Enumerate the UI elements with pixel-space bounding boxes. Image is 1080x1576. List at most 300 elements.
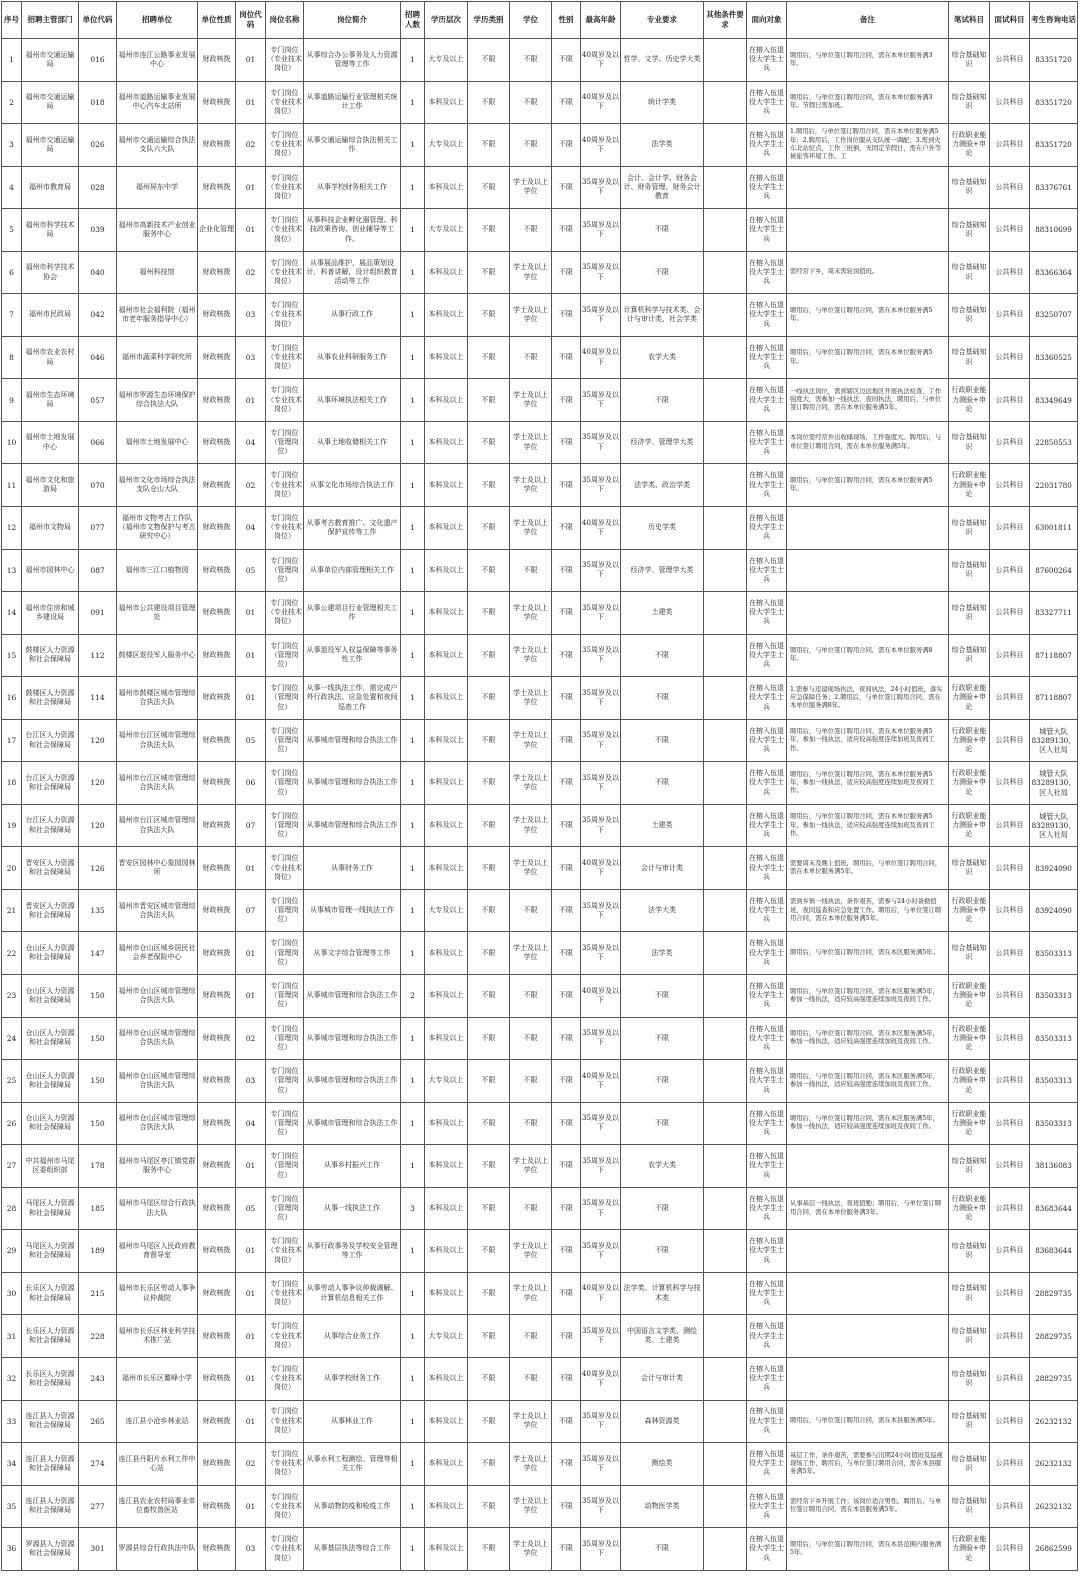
cell-education-category [468,81,510,124]
cell-target-group [747,39,787,82]
cell-text: 01 [245,1331,256,1341]
cell-text: 农学大类 [648,353,676,361]
cell-text: 21 [6,906,17,916]
cell-text: 学士及以上学位 [513,773,548,792]
cell-unit-code [79,634,117,677]
cell-text: 福州市文化和旅游局 [25,476,75,494]
cell-interview-exam [990,592,1030,635]
cell-headcount [401,1060,425,1103]
cell-written-exam [949,421,990,464]
cell-text: 83924090 [1035,906,1072,916]
cell-unit [117,677,198,720]
cell-text: 晋安区人力资源和社会保障局 [25,901,75,919]
cell-text: 财政核拨 [202,1203,231,1212]
cell-degree [510,932,552,975]
cell-other-requirements [704,1017,747,1060]
cell-text: 学士及以上学位 [513,476,548,494]
cell-text: 学士及以上学位 [513,688,548,706]
cell-interview-exam [990,1400,1030,1443]
cell-text: 35周岁及以下 [582,1199,619,1217]
cell-remarks [787,1145,949,1188]
cell-remarks [787,1443,949,1486]
cell-text: 178 [90,1161,105,1171]
cell-text: 综合基础知识 [951,1369,987,1387]
cell-remarks [787,1060,949,1103]
cell-text: 02 [245,1459,256,1469]
cell-education-level [425,804,468,847]
cell-major-requirement [621,251,704,294]
cell-text: 不限 [559,1033,573,1042]
cell-other-requirements [704,294,747,337]
cell-department [22,975,79,1018]
cell-other-requirements [704,592,747,635]
cell-gender [552,719,581,762]
cell-text: 35 [6,1501,17,1511]
cell-remarks [787,1102,949,1145]
cell-text: 1 [410,267,415,277]
cell-education-level [425,336,468,379]
cell-max-age [581,1443,621,1486]
cell-text: 6 [9,267,14,277]
cell-text: 聘用后，与单位签订聘用合同，需在本单位服务满3年。 [790,51,933,67]
table-row [2,1230,1078,1273]
cell-gender [552,421,581,464]
cell-text: 公共科目 [995,523,1024,532]
cell-text: 35周岁及以下 [582,603,619,621]
cell-text: 专门岗位（专业技术岗位） [267,216,302,243]
cell-text: 1 [410,1416,415,1426]
table-row [2,294,1078,337]
cell-text: 公共科目 [995,182,1024,191]
cell-text: 在榕入伍退役大学生士兵 [749,982,784,1009]
cell-text: 专门岗位（专业技术岗位） [267,301,302,328]
cell-post-description [304,1272,401,1315]
cell-text: 25 [6,1076,17,1086]
cell-text: 026 [90,140,105,150]
cell-post-name [266,1230,304,1273]
cell-text: 从事城市管理和综合执法工作 [306,1076,398,1085]
cell-post-name [266,1060,304,1103]
cell-max-age [581,549,621,592]
cell-remarks [787,464,949,507]
cell-written-exam [949,1230,990,1273]
cell-contact-phone [1030,932,1078,975]
cell-other-requirements [704,166,747,209]
cell-written-exam [949,39,990,82]
cell-post-description [304,1443,401,1486]
cell-text: 不限 [481,225,496,234]
cell-post-name [266,762,304,805]
cell-remarks [787,1357,949,1400]
cell-education-category [468,507,510,550]
cell-target-group [747,847,787,890]
cell-text: 从事一线执法工作 [324,1203,380,1212]
cell-education-category [468,251,510,294]
cell-post-description [304,166,401,209]
cell-post-code [236,1485,266,1528]
cell-education-category [468,1145,510,1188]
cell-post-code [236,1102,266,1145]
cell-post-code [236,336,266,379]
cell-text: 聘用后，与单位签订聘用合同，需在本单位服务满5年。 [790,477,933,493]
cell-text: 学士及以上学位 [513,1539,548,1557]
cell-target-group [747,1272,787,1315]
cell-text: 财政核拨 [202,863,231,872]
cell-post-name [266,294,304,337]
cell-major-requirement [621,379,704,422]
cell-unit-type [198,1230,236,1273]
cell-text: 1 [410,1033,415,1043]
cell-text: 126 [90,863,105,873]
cell-max-age [581,81,621,124]
cell-text: 本科及以上 [428,863,464,872]
cell-post-name [266,336,304,379]
cell-remarks [787,847,949,890]
cell-seq [2,464,22,507]
cell-headcount [401,124,425,167]
cell-headcount [401,889,425,932]
cell-post-name [266,1443,304,1486]
cell-text: 罗源县综合行政执法中队 [118,1544,196,1553]
cell-written-exam [949,634,990,677]
header-major-requirement: 专业要求 [621,2,704,39]
cell-text: 不限 [559,523,573,532]
cell-text: 统计学类 [648,97,676,106]
cell-text: 学士及以上学位 [513,305,548,324]
table-row [2,804,1078,847]
cell-text: 不限 [655,1246,669,1255]
cell-post-description [304,1528,401,1571]
cell-seq [2,251,22,294]
cell-text: 行政职业能力测验+申论 [951,386,987,413]
cell-post-code [236,762,266,805]
cell-text: 聘用后，与单位签订聘用合同，需在本单位服务满5年，参加一线执法，适应较高强度连续加班及夜间工作。 [790,770,935,795]
cell-text: 1 [410,608,415,618]
cell-education-level [425,81,468,124]
cell-text: 039 [90,225,105,235]
cell-headcount [401,1272,425,1315]
table-row [2,39,1078,82]
cell-unit-code [79,1187,117,1230]
cell-seq [2,124,22,167]
cell-contact-phone [1030,1400,1078,1443]
cell-post-code [236,677,266,720]
cell-post-description [304,1060,401,1103]
cell-text: 不限 [559,1501,573,1510]
cell-department [22,1187,79,1230]
cell-unit [117,251,198,294]
cell-text: 连江县人力资源和社会保障局 [25,1412,75,1430]
cell-text: 专门岗位（管理岗位） [270,1024,299,1051]
cell-text: 不限 [481,182,496,191]
cell-headcount [401,719,425,762]
cell-text: 不限 [655,267,669,276]
cell-text: 22031780 [1035,480,1072,490]
cell-unit [117,1187,198,1230]
cell-max-age [581,1060,621,1103]
table-row [2,251,1078,294]
cell-target-group [747,762,787,805]
cell-text: 专门岗位（专业技术岗位） [267,1237,302,1264]
cell-max-age [581,634,621,677]
header-headcount: 招聘人数 [401,2,425,39]
cell-education-category [468,1528,510,1571]
cell-target-group [747,209,787,252]
cell-text: 聘用后，与单位签订聘用合同，需在本县服务满5年。 [790,1417,939,1425]
cell-interview-exam [990,1102,1030,1145]
cell-written-exam [949,251,990,294]
cell-text: 87118807 [1035,650,1072,660]
cell-unit-code [79,1485,117,1528]
cell-text: 不限 [559,1416,573,1425]
cell-text: 06 [245,778,256,788]
cell-unit-type [198,1443,236,1486]
cell-interview-exam [990,251,1030,294]
cell-other-requirements [704,507,747,550]
cell-text: 专门岗位（专业技术岗位） [267,258,302,286]
cell-text: 本科及以上 [428,1118,464,1127]
cell-post-code [236,932,266,975]
cell-text: 1 [410,735,415,745]
cell-text: 本科及以上 [428,693,464,702]
cell-text: 福州市鼓楼区城市管理综合执法大队 [118,688,196,706]
cell-text: 行政职业能力测验+申论 [951,684,987,711]
cell-text: 不限 [559,608,573,617]
cell-remarks [787,634,949,677]
cell-post-name [266,719,304,762]
cell-text: 066 [90,438,105,448]
cell-text: 1 [410,1331,415,1341]
cell-gender [552,1315,581,1358]
cell-post-description [304,762,401,805]
cell-text: 本科及以上 [428,1289,464,1298]
cell-text: 在榕入伍退役大学生士兵 [749,471,784,498]
cell-text: 33 [6,1416,17,1426]
cell-remarks [787,804,949,847]
cell-text: 114 [90,693,105,703]
cell-text: 在榕入伍退役大学生士兵 [749,1322,784,1349]
cell-text: 财政核拨 [202,565,231,574]
cell-gender [552,336,581,379]
cell-text: 35周岁及以下 [582,688,619,706]
cell-text: 专门岗位（专业技术岗位） [267,1407,302,1434]
cell-department [22,39,79,82]
cell-education-level [425,294,468,337]
cell-unit-type [198,124,236,167]
cell-unit-type [198,762,236,805]
cell-text: 城管大队83289130、区人社局 [1031,769,1076,797]
cell-contact-phone [1030,124,1078,167]
cell-text: 大专及以上 [428,1331,464,1340]
cell-text: 会计与审计类 [641,863,683,872]
cell-text: 财政核拨 [202,906,231,915]
cell-text: 在榕入伍退役大学生士兵 [749,1194,784,1222]
cell-text: 1 [410,1501,415,1511]
cell-education-category [468,1485,510,1528]
cell-text: 财政核拨 [202,608,231,617]
cell-text: 1 [410,863,415,873]
cell-post-description [304,39,401,82]
cell-text: 不限 [559,1289,573,1298]
cell-text: 不限 [559,140,573,149]
cell-text: 7 [9,310,14,320]
cell-target-group [747,592,787,635]
cell-text: 在榕入伍退役大学生士兵 [749,513,784,541]
cell-headcount [401,1528,425,1571]
cell-text: 40周岁及以下 [582,348,619,366]
cell-post-code [236,804,266,847]
cell-text: 学士及以上学位 [513,390,548,409]
cell-department [22,1272,79,1315]
cell-unit-type [198,421,236,464]
cell-major-requirement [621,124,704,167]
cell-department [22,379,79,422]
table-row [2,81,1078,124]
cell-text: 03 [245,1544,256,1554]
cell-post-code [236,1230,266,1273]
cell-unit-code [79,294,117,337]
cell-unit-code [79,1102,117,1145]
cell-text: 从事行政工作 [331,310,373,319]
table-row [2,124,1078,167]
cell-contact-phone [1030,719,1078,762]
cell-education-category [468,762,510,805]
cell-text: 02 [245,480,256,490]
cell-post-code [236,975,266,1018]
cell-text: 学士及以上学位 [513,816,548,834]
cell-contact-phone [1030,39,1078,82]
cell-text: 不限 [655,1544,669,1553]
cell-text: 综合基础知识 [951,944,987,962]
cell-contact-phone [1030,975,1078,1018]
cell-text: 150 [90,1076,105,1086]
cell-unit-code [79,889,117,932]
cell-text: 财政核拨 [202,735,231,744]
cell-text: 8 [9,353,14,362]
cell-major-requirement [621,975,704,1018]
cell-text: 行政职业能力测验+申论 [951,769,987,796]
cell-contact-phone [1030,1315,1078,1358]
cell-headcount [401,1400,425,1443]
cell-text: 在榕入伍退役大学生士兵 [749,428,784,456]
cell-text: 在榕入伍退役大学生士兵 [749,599,784,626]
cell-max-age [581,1272,621,1315]
cell-text: 不限 [559,1076,573,1085]
cell-other-requirements [704,1272,747,1315]
cell-max-age [581,166,621,209]
cell-major-requirement [621,1017,704,1060]
cell-text: 综合基础知识 [951,220,987,238]
cell-written-exam [949,1528,990,1571]
cell-degree [510,507,552,550]
cell-text: 147 [90,948,105,958]
cell-text: 财政核拨 [202,991,231,1000]
cell-text: 罗源县人力资源和社会保障局 [25,1539,75,1557]
cell-written-exam [949,166,990,209]
cell-interview-exam [990,81,1030,124]
cell-text: 专门岗位（管理岗位） [270,896,299,924]
cell-text: 福州科技馆 [139,267,175,276]
cell-target-group [747,1443,787,1486]
cell-text: 福州市土地发展中心 [25,433,75,451]
cell-target-group [747,1102,787,1145]
cell-text: 不限 [523,97,538,106]
cell-headcount [401,1315,425,1358]
cell-target-group [747,1187,787,1230]
cell-written-exam [949,719,990,762]
cell-text: 从事展品维护，展品策划设计，科普讲解，设计组织教育活动等工作 [306,258,398,286]
table-row [2,975,1078,1018]
cell-text: 不限 [559,182,573,191]
cell-text: 本科及以上 [428,1544,464,1553]
cell-text: 城管大队83289130、区人社局 [1031,811,1076,840]
cell-seq [2,421,22,464]
cell-text: 不限 [655,1203,669,1212]
cell-text: 05 [245,735,256,745]
cell-text: 聘用后，与单位签订聘用合同，需在本单位服务满5年，参加一线执法，适应较高强度连续加班及夜间工作。 [790,728,935,752]
cell-text: 不限 [559,735,573,744]
cell-text: 在榕入伍退役大学生士兵 [749,1279,784,1307]
cell-seq [2,1017,22,1060]
cell-text: 不限 [481,735,496,744]
cell-text: 从事道路运输行业管理相关统计工作 [306,93,398,111]
cell-post-name [266,592,304,635]
table-row [2,507,1078,550]
cell-text: 大专及以上 [428,906,464,915]
cell-education-level [425,1187,468,1230]
cell-text: 不限 [481,650,496,659]
cell-major-requirement [621,634,704,677]
cell-seq [2,379,22,422]
cell-text: 公共科目 [995,693,1024,702]
cell-text: 1 [410,821,415,831]
cell-post-description [304,804,401,847]
cell-seq [2,1145,22,1188]
cell-text: 公共科目 [995,778,1024,787]
cell-text: 35周岁及以下 [582,816,619,834]
cell-text: 聘用后，与单位签订聘用合同，需在本区服务满5年，参加一线执法，适应较高强度连续加班及夜间工作。 [790,987,939,1003]
cell-text: 在榕入伍退役大学生士兵 [749,556,784,583]
cell-education-level [425,124,468,167]
cell-text: 不限 [559,1374,573,1383]
cell-text: 40周岁及以下 [582,1284,619,1302]
header-education-level: 学历层次 [425,2,468,39]
cell-degree [510,1357,552,1400]
cell-text: 87600264 [1035,565,1072,575]
cell-written-exam [949,379,990,422]
cell-text: 聘用后，与单位签订聘用合同，需在本区服务满5年，参加一线执法，适应较高强度连续加班及夜间工作。 [790,1030,939,1046]
cell-text: 从事财务工作 [331,863,373,872]
cell-text: 35周岁及以下 [582,1114,619,1132]
cell-post-code [236,421,266,464]
cell-text: 02 [245,1033,256,1043]
cell-text: 不限 [481,1289,496,1298]
cell-text: 台江区人力资源和社会保障局 [25,773,75,792]
cell-text: 20 [6,863,17,873]
cell-text: 不限 [481,1203,496,1212]
cell-unit-code [79,847,117,890]
cell-text: 哲学、文学、历史学大类 [623,55,701,64]
cell-text: 综合基础知识 [951,1454,987,1472]
cell-post-name [266,1357,304,1400]
cell-headcount [401,549,425,592]
cell-interview-exam [990,209,1030,252]
cell-degree [510,1102,552,1145]
cell-text: 不限 [523,991,538,1000]
cell-department [22,464,79,507]
cell-text: 1 [410,1118,415,1128]
cell-text: 不限 [559,565,573,574]
